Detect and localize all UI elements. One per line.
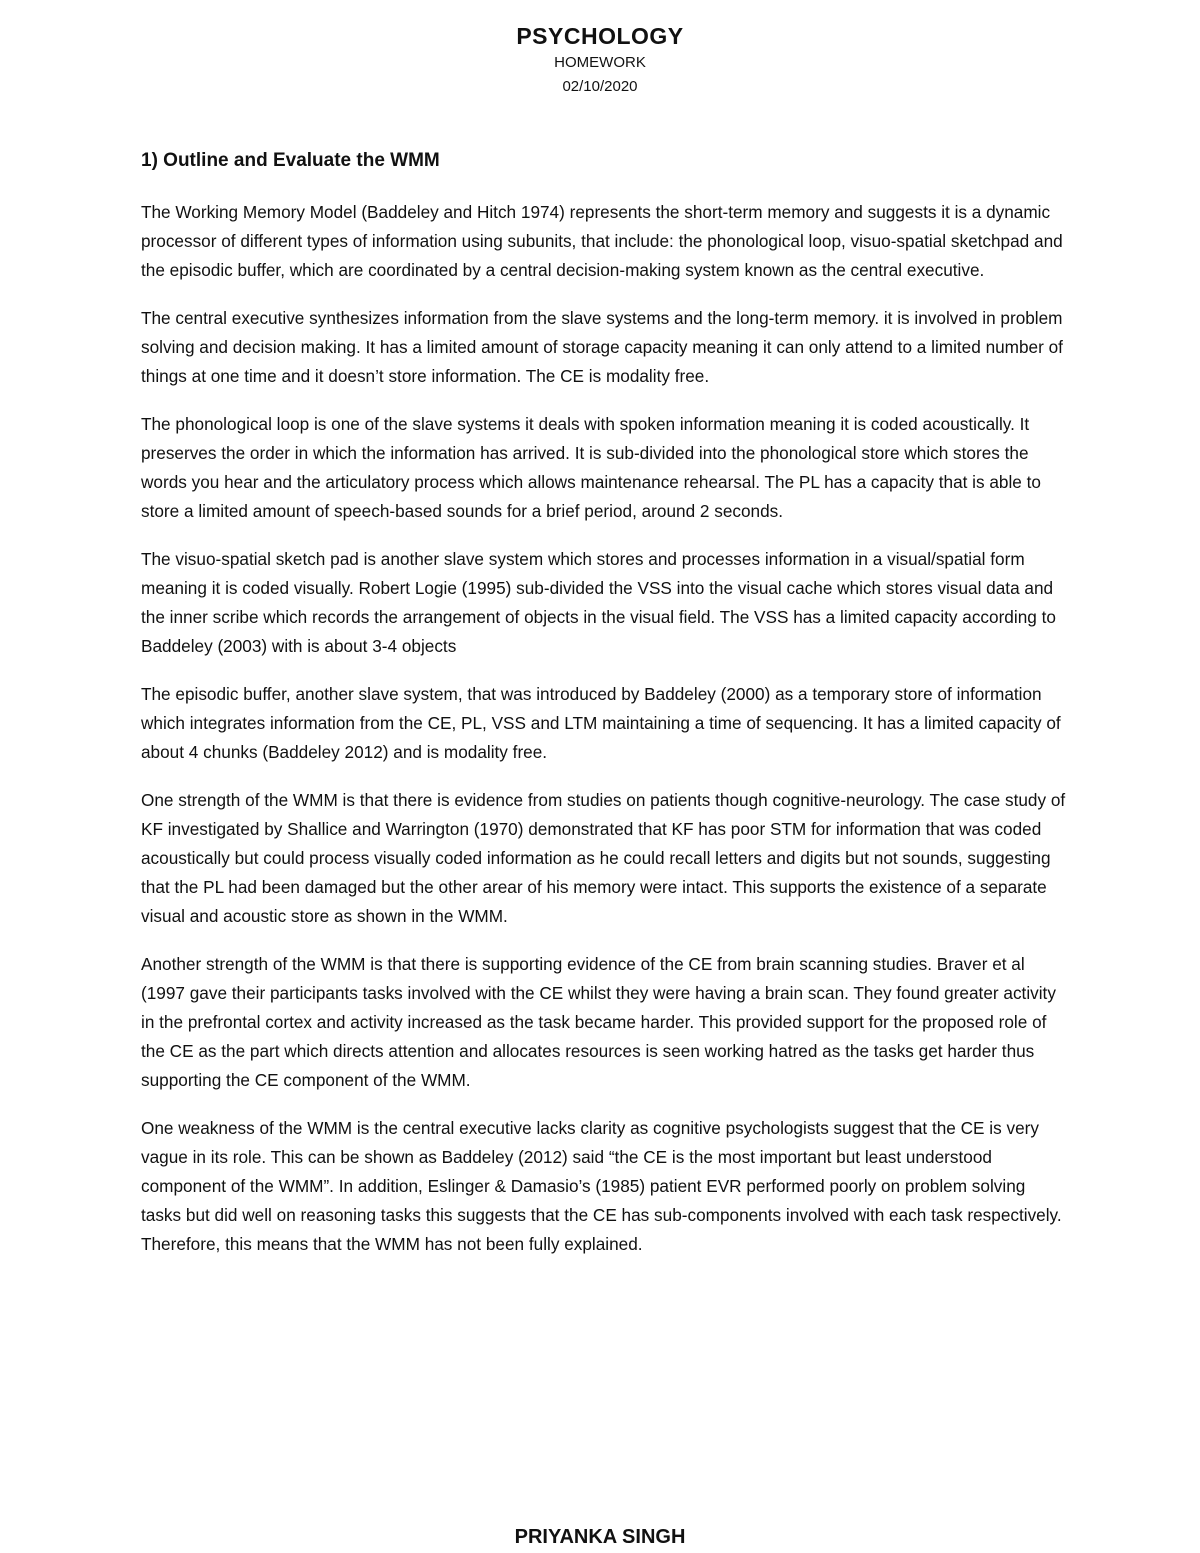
paragraph-central-executive: The central executive synthesizes information from the slave systems and the long-term memory. it is involved in problem solving and decision making. It has a limited amount of storage capacity meaning it can only attend to a limited number of things at one time and it doesn’t store information. The CE is modality free. — [141, 308, 1063, 386]
question-heading: 1) Outline and Evaluate the WMM — [141, 150, 440, 171]
paragraph-intro: The Working Memory Model (Baddeley and Hitch 1974) represents the short-term memory and suggests it is a dynamic processor of different types of information using subunits, that include: the phonological loop, visuo-spatial sketchpad and the episodic buffer, which are coordinated by a central decision-making system known as the central executive. — [141, 202, 1063, 280]
paragraph-episodic-buffer: The episodic buffer, another slave system, that was introduced by Baddeley (2000) as a temporary store of information which integrates information from the CE, PL, VSS and LTM maintaining a time of sequencing. It has a limited capacity of about 4 chunks (Baddeley 2012) and is modality free. — [141, 684, 1061, 762]
author-footer: PRIYANKA SINGH — [514, 1526, 686, 1548]
paragraph-visuo-spatial-sketchpad: The visuo-spatial sketch pad is another slave system which stores and processes information in a visual/spatial form meaning it is coded visually. Robert Logie (1995) sub-divided the VSS into the visual cache which stores visual data and the inner scribe which records the arrangement of objects in the visual field. The VSS has a limited capacity according to Baddeley (2003) with is about 3-4 objects — [141, 549, 1056, 656]
document-body — [141, 148, 1066, 1278]
paragraph-phonological-loop: The phonological loop is one of the slave systems it deals with spoken information meaning it is coded acoustically. It preserves the order in which the information has arrived. It is sub-divided into the phonological store which stores the words you hear and the articulatory process which allows maintenance rehearsal. The PL has a capacity that is able to store a limited amount of speech-based sounds for a brief period, around 2 seconds. — [141, 414, 1041, 521]
paragraph-strength-two: Another strength of the WMM is that there is supporting evidence of the CE from brain scanning studies. Braver et al (1997 gave their participants tasks involved with the CE whilst they were having a brain scan. They found greater activity in the prefrontal cortex and activity increased as the task became harder. This provided support for the proposed role of the CE as the part which directs attention and allocates resources is seen working hatred as the tasks get harder thus supporting the CE component of the WMM. — [141, 954, 1056, 1090]
page-date: 02/10/2020 — [562, 78, 638, 95]
paragraph-strength-one: One strength of the WMM is that there is evidence from studies on patients though cognitive-neurology. The case study of KF investigated by Shallice and Warrington (1970) demonstrated that KF has poor STM for information that was coded acoustically but could process visually coded information as he could recall letters and digits but not sounds, suggesting that the PL had been damaged but the other arear of his memory were intact. This supports the existence of a separate visual and acoustic store as shown in the WMM. — [141, 790, 1066, 926]
paragraph-weakness-one: One weakness of the WMM is the central executive lacks clarity as cognitive psychologists suggest that the CE is very vague in its role. This can be shown as Baddeley (2012) said “the CE is the most important but least understood component of the WMM”. In addition, Eslinger & Damasio’s (1985) patient EVR performed poorly on problem solving tasks but did well on reasoning tasks this suggests that the CE has sub-components involved with each task respectively. Therefore, this means that the WMM has not been fully explained. — [141, 1118, 1062, 1254]
page-title: PSYCHOLOGY — [516, 23, 684, 49]
document-header — [0, 22, 1200, 98]
page-subtitle: HOMEWORK — [554, 54, 646, 71]
